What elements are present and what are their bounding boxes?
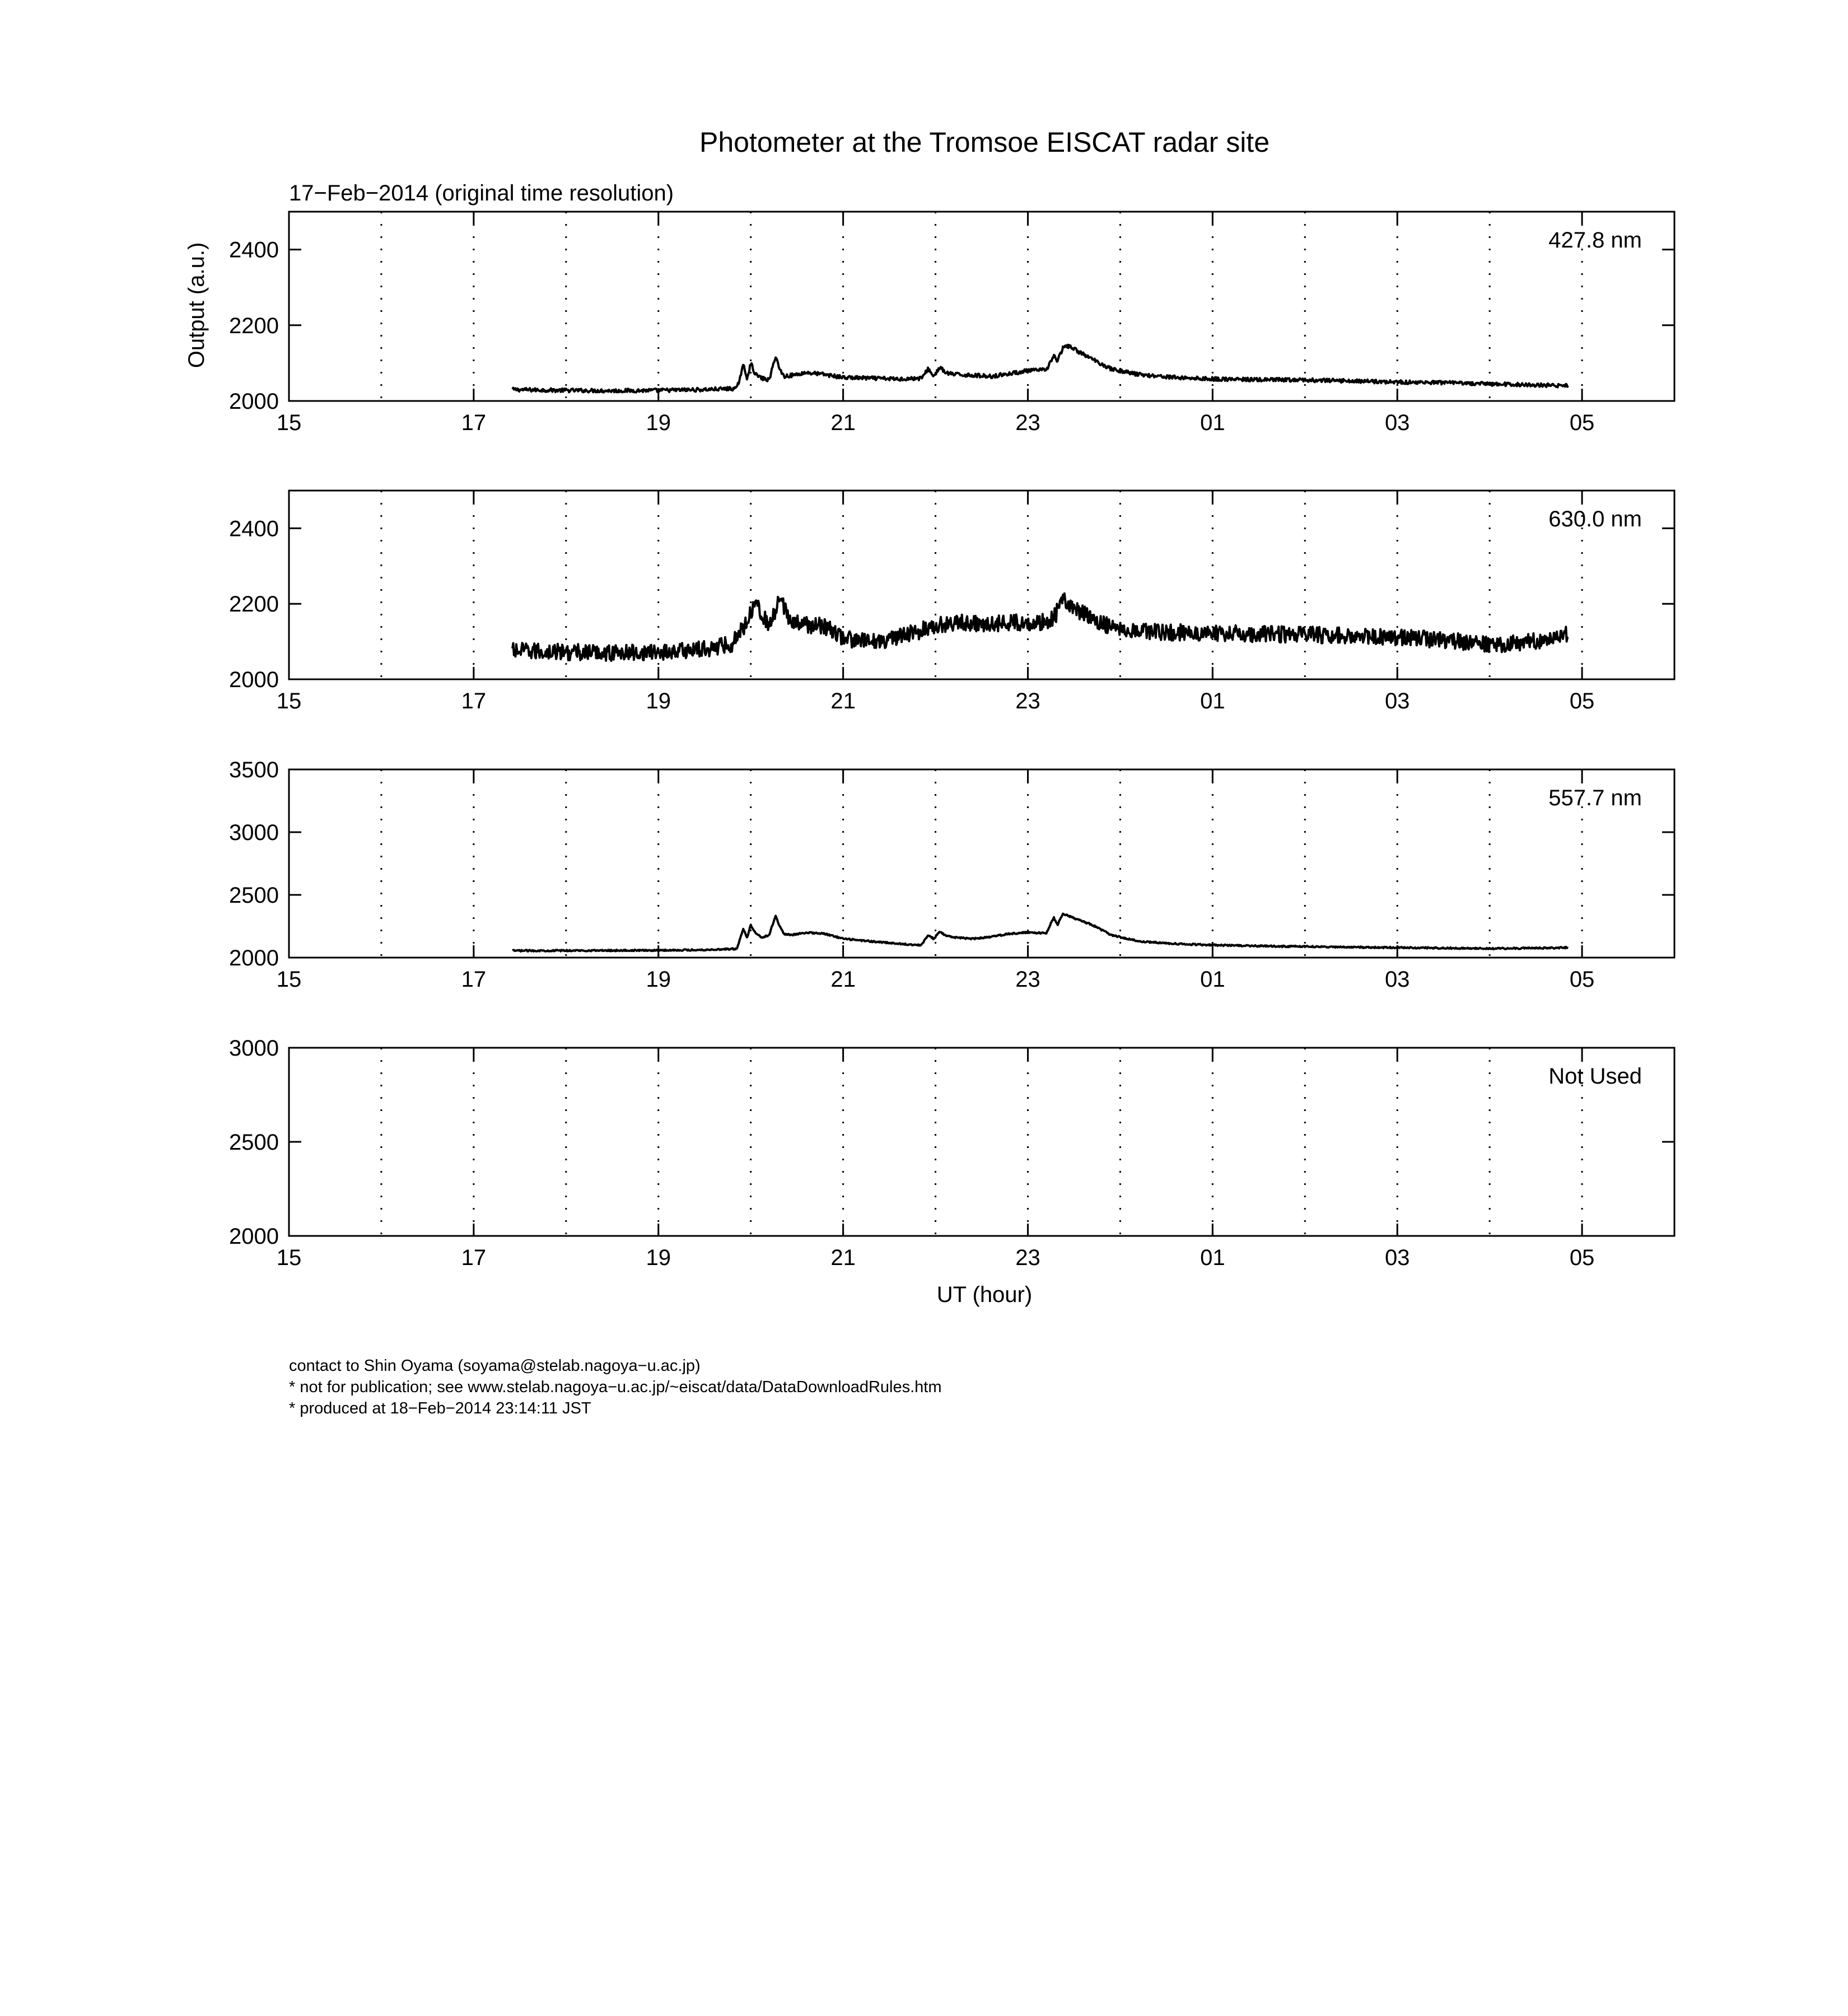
x-tick-label: 03 [1384,967,1410,992]
channel-label: 557.7 nm [1548,786,1642,810]
series-line [512,594,1568,661]
plot-frame [289,1048,1674,1236]
y-tick-label: 3500 [229,758,279,782]
x-axis-label: UT (hour) [936,1282,1033,1307]
x-tick-label: 19 [646,1245,671,1270]
y-tick-label: 3000 [229,820,279,845]
plot-frame [289,212,1674,401]
x-tick-label: 19 [646,967,671,992]
y-tick-label: 2200 [229,313,279,338]
y-tick-label: 3000 [229,1036,279,1061]
x-tick-label: 05 [1569,967,1595,992]
x-tick-label: 15 [276,1245,302,1270]
series-line [512,345,1568,393]
plot-frame [289,491,1674,679]
x-tick-label: 23 [1015,689,1040,713]
x-tick-label: 01 [1200,689,1225,713]
x-tick-label: 23 [1015,967,1040,992]
panel-1 [229,212,1674,435]
y-tick-label: 2400 [229,516,279,542]
figure-subtitle: 17−Feb−2014 (original time resolution) [289,181,674,206]
y-tick-label: 2500 [229,1130,279,1155]
panel-3 [229,758,1674,992]
x-tick-label: 21 [830,1245,856,1270]
footer-notes [289,1355,942,1419]
channel-label: 427.8 nm [1548,228,1642,253]
x-tick-label: 19 [646,689,671,713]
x-tick-label: 17 [461,410,487,435]
x-tick-label: 23 [1015,410,1040,435]
x-tick-label: 05 [1569,1245,1595,1270]
y-tick-label: 2000 [229,668,279,692]
x-tick-label: 23 [1015,1245,1040,1270]
y-axis-label: Output (a.u.) [184,242,209,368]
x-tick-label: 21 [830,410,856,435]
y-tick-label: 2000 [229,1224,279,1249]
x-tick-label: 05 [1569,410,1595,435]
footer-contact: contact to Shin Oyama (soyama@stelab.nagoya−u.ac.jp) [289,1357,701,1375]
x-tick-label: 01 [1200,1245,1225,1270]
y-tick-label: 2000 [229,389,279,414]
series-line [512,914,1568,951]
x-tick-label: 15 [276,689,302,713]
x-tick-label: 21 [830,689,856,713]
x-tick-label: 01 [1200,410,1225,435]
x-tick-label: 17 [461,1245,487,1270]
panel-4 [229,1036,1674,1270]
x-tick-label: 21 [830,967,856,992]
y-tick-label: 2500 [229,883,279,908]
x-tick-label: 19 [646,410,671,435]
x-tick-label: 03 [1384,689,1410,713]
footer-produced-time: * produced at 18−Feb−2014 23:14:11 JST [289,1399,591,1417]
x-tick-label: 15 [276,410,302,435]
x-tick-label: 05 [1569,689,1595,713]
x-tick-label: 03 [1384,1245,1410,1270]
x-tick-label: 17 [461,967,487,992]
footer-publication-note: * not for publication; see www.stelab.nagoya−u.ac.jp/~eiscat/data/DataDownloadRules.htm [289,1378,942,1396]
channel-label: 630.0 nm [1548,507,1642,531]
y-tick-label: 2200 [229,592,279,617]
figure-title: Photometer at the Tromsoe EISCAT radar site [699,127,1270,158]
x-tick-label: 15 [276,967,302,992]
x-tick-label: 03 [1384,410,1410,435]
plot-frame [289,769,1674,958]
y-tick-label: 2000 [229,946,279,970]
panel-2 [229,491,1674,713]
y-tick-label: 2400 [229,237,279,263]
x-tick-label: 01 [1200,967,1225,992]
channel-label: Not Used [1548,1064,1642,1089]
x-tick-label: 17 [461,689,487,713]
